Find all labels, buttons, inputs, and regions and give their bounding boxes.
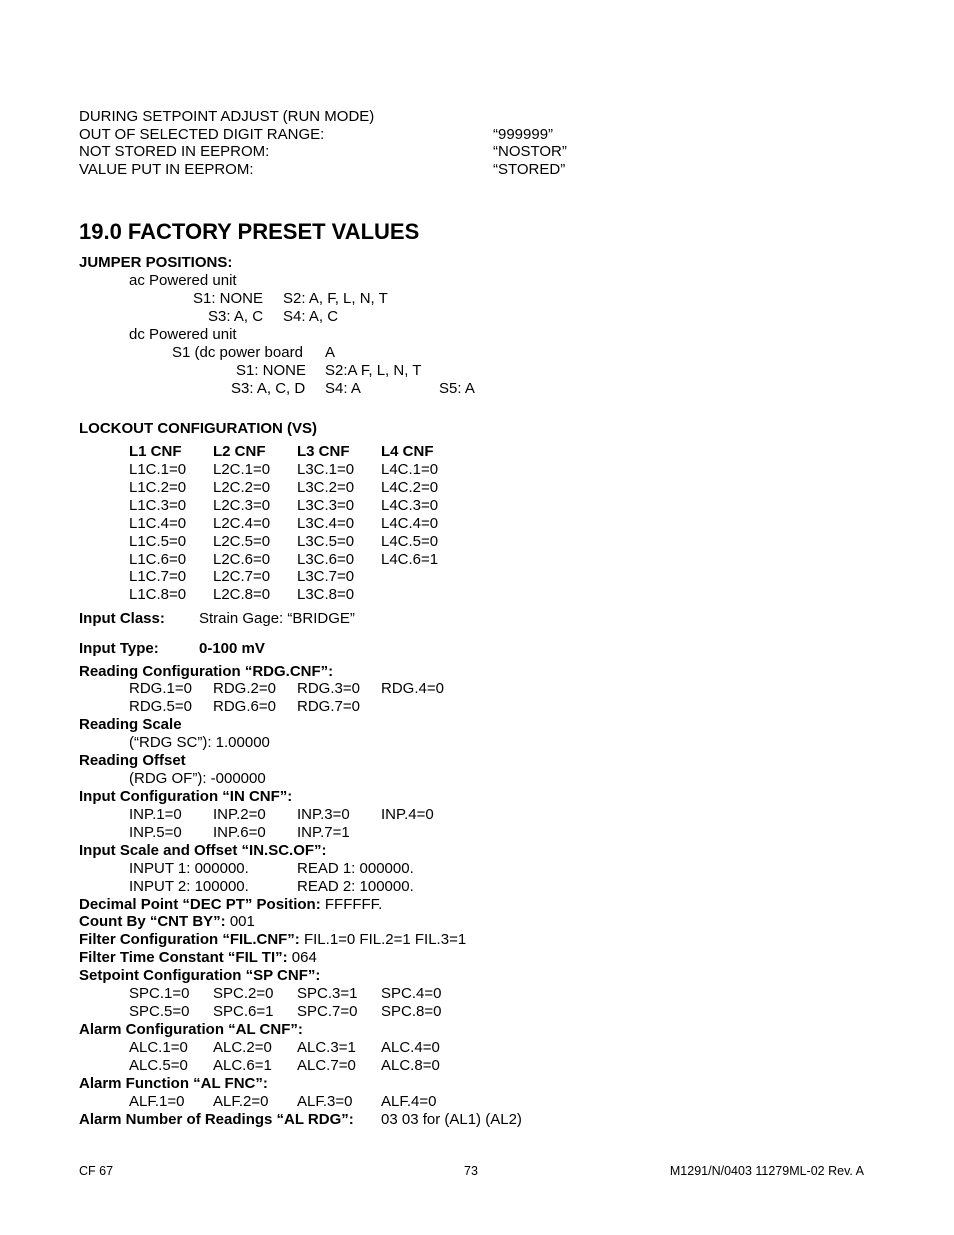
lockout-col-header: L1 CNF xyxy=(129,443,182,460)
lockout-cell: L3C.7=0 xyxy=(297,568,355,585)
al-fnc-value: ALF.1=0 xyxy=(129,1093,185,1110)
cnt-by-value: 001 xyxy=(225,913,255,930)
sp-cnf-value: SPC.8=0 xyxy=(381,1003,442,1020)
in-sc-label: Input Scale and Offset “IN.SC.OF”: xyxy=(79,842,327,859)
rdg-cnf-value: RDG.4=0 xyxy=(381,680,444,697)
lockout-col-header: L4 CNF xyxy=(381,443,434,460)
al-rdg-value: 03 03 for (AL1) (AL2) xyxy=(381,1111,522,1128)
dec-pt-label: Decimal Point “DEC PT” Position: xyxy=(79,896,321,913)
rdg-cnf-value: RDG.5=0 xyxy=(129,698,192,715)
rdg-offset-value: (RDG OF”): -000000 xyxy=(129,770,266,787)
section-title: 19.0 FACTORY PRESET VALUES xyxy=(79,219,420,244)
in-cnf-value: INP.3=0 xyxy=(297,806,350,823)
lockout-cell: L3C.8=0 xyxy=(297,586,355,603)
ac-s1: S1: NONE xyxy=(193,290,264,307)
dc-s5: S5: A xyxy=(439,380,475,397)
dc-s2: S2:A F, L, N, T xyxy=(325,362,422,379)
in-cnf-label: Input Configuration “IN CNF”: xyxy=(79,788,293,805)
lockout-cell: L4C.3=0 xyxy=(381,497,439,514)
footer-left: CF 67 xyxy=(79,1164,114,1178)
lockout-cell: L1C.4=0 xyxy=(129,515,187,532)
lockout-cell: L2C.5=0 xyxy=(213,533,271,550)
al-cnf-value: ALC.5=0 xyxy=(129,1057,188,1074)
al-cnf-value: ALC.1=0 xyxy=(129,1039,188,1056)
al-fnc-value: ALF.4=0 xyxy=(381,1093,437,1110)
in-cnf-value: INP.6=0 xyxy=(213,824,266,841)
lockout-cell: L4C.2=0 xyxy=(381,479,439,496)
in-cnf-value: INP.2=0 xyxy=(213,806,266,823)
in-cnf-value: INP.1=0 xyxy=(129,806,182,823)
lockout-cell: L1C.2=0 xyxy=(129,479,187,496)
lockout-col-header: L3 CNF xyxy=(297,443,350,460)
lockout-cell: L1C.3=0 xyxy=(129,497,187,514)
intro-label: VALUE PUT IN EEPROM: xyxy=(79,161,254,178)
lockout-cell: L4C.6=1 xyxy=(381,551,439,568)
dc-board: S1 (dc power board xyxy=(172,344,303,361)
al-fnc-label: Alarm Function “AL FNC”: xyxy=(79,1075,268,1092)
lockout-cell: L1C.1=0 xyxy=(129,461,187,478)
rdg-cnf-value: RDG.7=0 xyxy=(297,698,360,715)
rdg-cnf-value: RDG.6=0 xyxy=(213,698,276,715)
rdg-cnf-value: RDG.2=0 xyxy=(213,680,276,697)
intro-label: NOT STORED IN EEPROM: xyxy=(79,143,270,160)
sp-cnf-value: SPC.3=1 xyxy=(297,985,358,1002)
lockout-cell: L3C.1=0 xyxy=(297,461,355,478)
ac-label: ac Powered unit xyxy=(129,272,237,289)
footer-right: M1291/N/0403 11279ML-02 Rev. A xyxy=(669,1164,864,1178)
lockout-cell: L2C.3=0 xyxy=(213,497,271,514)
dc-s4: S4: A xyxy=(325,380,361,397)
lockout-cell: L2C.1=0 xyxy=(213,461,271,478)
intro-value: “STORED” xyxy=(493,161,566,178)
lockout-cell: L2C.6=0 xyxy=(213,551,271,568)
rdg-scale-label: Reading Scale xyxy=(79,716,182,733)
sp-cnf-value: SPC.4=0 xyxy=(381,985,442,1002)
in-cnf-value: INP.4=0 xyxy=(381,806,434,823)
al-rdg-label: Alarm Number of Readings “AL RDG”: xyxy=(79,1111,354,1128)
input-class-label: Input Class: xyxy=(79,610,165,627)
in-cnf-value: INP.5=0 xyxy=(129,824,182,841)
fil-ti-label: Filter Time Constant “FIL TI”: xyxy=(79,949,288,966)
fil-ti-line xyxy=(79,949,317,967)
al-cnf-value: ALC.3=1 xyxy=(297,1039,356,1056)
ac-s4: S4: A, C xyxy=(283,308,339,325)
dec-pt-value: FFFFFF. xyxy=(320,896,383,913)
al-cnf-value: ALC.8=0 xyxy=(381,1057,440,1074)
sp-cnf-value: SPC.7=0 xyxy=(297,1003,358,1020)
in-sc-read2: READ 2: 100000. xyxy=(297,878,414,895)
lockout-cell: L2C.2=0 xyxy=(213,479,271,496)
lockout-cell: L1C.7=0 xyxy=(129,568,187,585)
rdg-cnf-value: RDG.3=0 xyxy=(297,680,360,697)
in-sc-read1: READ 1: 000000. xyxy=(297,860,414,877)
lockout-cell: L3C.4=0 xyxy=(297,515,355,532)
al-fnc-value: ALF.3=0 xyxy=(297,1093,353,1110)
sp-cnf-value: SPC.6=1 xyxy=(213,1003,274,1020)
sp-cnf-value: SPC.1=0 xyxy=(129,985,190,1002)
fil-cnf-value: FIL.1=0 FIL.2=1 FIL.3=1 xyxy=(299,931,467,948)
lockout-cell: L1C.8=0 xyxy=(129,586,187,603)
al-cnf-label: Alarm Configuration “AL CNF”: xyxy=(79,1021,303,1038)
in-sc-input1: INPUT 1: 000000. xyxy=(129,860,249,877)
rdg-scale-value: (“RDG SC”): 1.00000 xyxy=(129,734,270,751)
lockout-cell: L2C.4=0 xyxy=(213,515,271,532)
input-class-value: Strain Gage: “BRIDGE” xyxy=(199,610,355,627)
in-sc-input2: INPUT 2: 100000. xyxy=(129,878,249,895)
fil-cnf-label: Filter Configuration “FIL.CNF”: xyxy=(79,931,300,948)
dc-s3: S3: A, C, D xyxy=(231,380,306,397)
fil-ti-value: 064 xyxy=(287,949,317,966)
cnt-by-line xyxy=(79,913,255,931)
intro-line: DURING SETPOINT ADJUST (RUN MODE) xyxy=(79,108,375,125)
al-cnf-value: ALC.2=0 xyxy=(213,1039,272,1056)
lockout-cell: L4C.1=0 xyxy=(381,461,439,478)
al-cnf-value: ALC.7=0 xyxy=(297,1057,356,1074)
dc-label: dc Powered unit xyxy=(129,326,237,343)
lockout-cell: L2C.7=0 xyxy=(213,568,271,585)
dec-pt-line xyxy=(79,896,382,914)
lockout-heading: LOCKOUT CONFIGURATION (VS) xyxy=(79,420,318,437)
jumper-heading: JUMPER POSITIONS: xyxy=(79,254,233,271)
sp-cnf-value: SPC.2=0 xyxy=(213,985,274,1002)
al-cnf-value: ALC.4=0 xyxy=(381,1039,440,1056)
cnt-by-label: Count By “CNT BY”: xyxy=(79,913,226,930)
ac-s3: S3: A, C xyxy=(208,308,264,325)
al-cnf-value: ALC.6=1 xyxy=(213,1057,272,1074)
lockout-col-header: L2 CNF xyxy=(213,443,266,460)
lockout-cell: L3C.2=0 xyxy=(297,479,355,496)
dc-board-value: A xyxy=(325,344,336,361)
rdg-offset-label: Reading Offset xyxy=(79,752,186,769)
dc-s1: S1: NONE xyxy=(236,362,307,379)
ac-s2: S2: A, F, L, N, T xyxy=(283,290,388,307)
rdg-cnf-value: RDG.1=0 xyxy=(129,680,192,697)
lockout-cell: L2C.8=0 xyxy=(213,586,271,603)
lockout-cell: L3C.6=0 xyxy=(297,551,355,568)
page-number: 73 xyxy=(464,1164,478,1178)
intro-value: “NOSTOR” xyxy=(493,143,567,160)
lockout-cell: L3C.5=0 xyxy=(297,533,355,550)
intro-label: OUT OF SELECTED DIGIT RANGE: xyxy=(79,126,325,143)
lockout-cell: L4C.4=0 xyxy=(381,515,439,532)
lockout-cell: L1C.6=0 xyxy=(129,551,187,568)
lockout-cell: L1C.5=0 xyxy=(129,533,187,550)
input-type-value: 0-100 mV xyxy=(199,640,265,657)
sp-cnf-label: Setpoint Configuration “SP CNF”: xyxy=(79,967,321,984)
lockout-cell: L4C.5=0 xyxy=(381,533,439,550)
fil-cnf-line xyxy=(79,931,466,949)
lockout-cell: L3C.3=0 xyxy=(297,497,355,514)
sp-cnf-value: SPC.5=0 xyxy=(129,1003,190,1020)
al-fnc-value: ALF.2=0 xyxy=(213,1093,269,1110)
input-type-label: Input Type: xyxy=(79,640,159,657)
in-cnf-value: INP.7=1 xyxy=(297,824,350,841)
intro-value: “999999” xyxy=(493,126,554,143)
rdg-cnf-label: Reading Configuration “RDG.CNF”: xyxy=(79,663,334,680)
